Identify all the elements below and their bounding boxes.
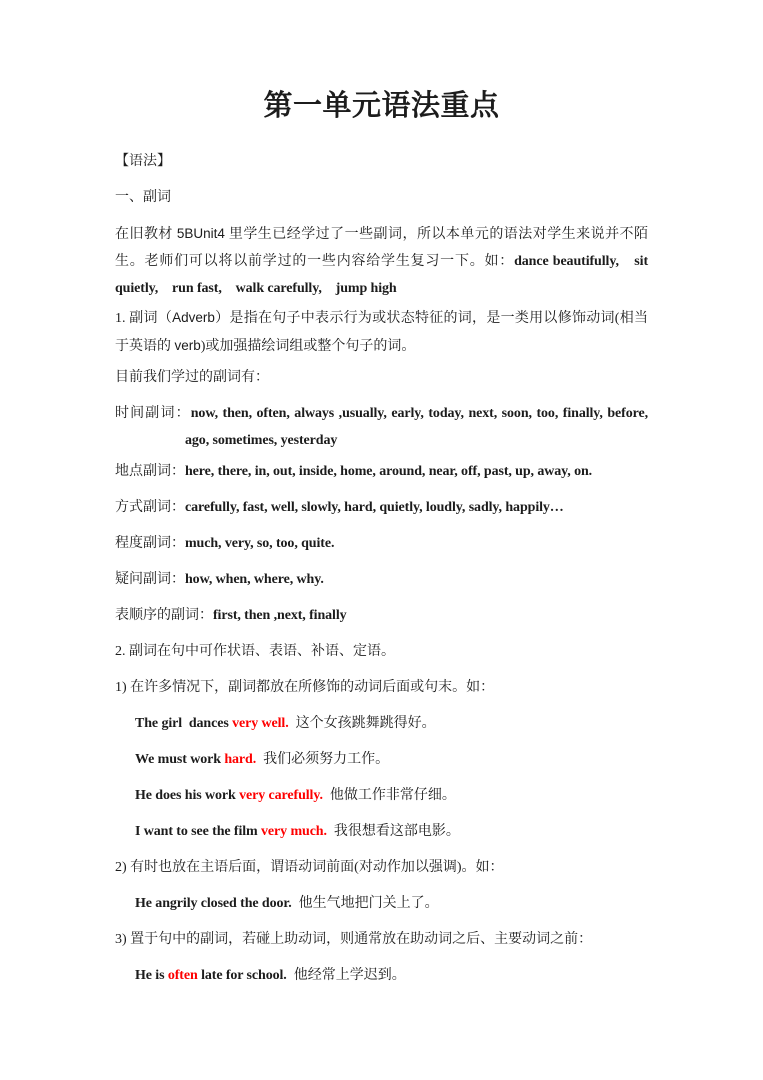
- type-words: much, very, so, too, quite.: [185, 536, 335, 551]
- grammar-tag: 【语法】: [115, 154, 171, 169]
- english-phrase-tail: late for school.: [197, 968, 287, 983]
- document-title: 第一单元语法重点: [263, 90, 500, 122]
- adverb-type-row-question: [115, 566, 648, 593]
- type-words: carefully, fast, well, slowly, hard, quietly, loudly, sadly, happily…: [185, 500, 564, 515]
- type-words: how, when, where, why.: [185, 572, 324, 587]
- adverb-type-row-place: [115, 458, 648, 485]
- adverb-term: Adverb: [172, 310, 215, 325]
- example-sentence: [135, 746, 648, 773]
- rule-2: 2) 有时也放在主语后面，谓语动词前面(对动作加以强调)。如：: [115, 860, 504, 875]
- grammar-point-2: 2. 副词在句中可作状语、表语、补语、定语。: [115, 644, 395, 659]
- example-sentence: [135, 710, 648, 737]
- chinese-translation: 他经常上学迟到。: [286, 968, 406, 983]
- adverb-type-row-time: [115, 400, 648, 454]
- english-phrase: I want to see the film: [135, 824, 262, 839]
- type-label: 程度副词：: [115, 536, 185, 551]
- type-label: 时间副词：: [115, 406, 191, 421]
- rule-3: 3) 置于句中的副词，若碰上助动词，则通常放在助动词之后、主要动词之前：: [115, 932, 593, 947]
- example-sentence: [135, 890, 648, 917]
- type-words: now, then, often, always ,usually, early, today, next, soon, too, finally, before, ago, sometimes, yesterday: [185, 406, 649, 448]
- type-label: 疑问副词：: [115, 572, 185, 587]
- intro-text-cn1: 在旧教材: [115, 227, 177, 242]
- intro-text-cn2: 里学生已经学过了一些副词，所以本单元的语法对学生来说并不陌生。老师们可以将以前学过的一些内容给学生复习一下。如：: [115, 227, 649, 269]
- chinese-translation: 我们必须努力工作。: [256, 752, 390, 767]
- highlighted-adverb: hard.: [224, 752, 257, 767]
- unit-code: 5BUnit4: [176, 226, 225, 241]
- chinese-translation: 他做工作非常仔细。: [322, 788, 456, 803]
- type-label: 表顺序的副词：: [115, 608, 213, 623]
- example-sentence: [135, 782, 648, 809]
- highlighted-adverb: very well.: [232, 716, 289, 731]
- english-phrase: He does his work: [135, 788, 240, 803]
- learned-lead: 目前我们学过的副词有：: [115, 370, 269, 385]
- adverb-type-row-order: [115, 602, 648, 629]
- english-phrase: He angrily closed the door.: [135, 896, 292, 911]
- english-phrase: We must work: [135, 752, 225, 767]
- intro-english-examples: dance beautifully, sit quietly, run fast, walk carefully, jump high: [115, 254, 649, 296]
- rule-1: 1) 在许多情况下，副词都放在所修饰的动词后面或句末。如：: [115, 680, 495, 695]
- english-phrase: The girl dances: [135, 716, 233, 731]
- section-heading: 一、副词: [115, 190, 171, 205]
- type-words: here, there, in, out, inside, home, around, near, off, past, up, away, on.: [185, 464, 593, 479]
- chinese-translation: 这个女孩跳舞跳得好。: [288, 716, 436, 731]
- highlighted-adverb: often: [167, 968, 198, 983]
- definition-cn2: ）是指在句子中表示行为或状态特征的词，是一类用以修饰动词(相当于英语的: [115, 311, 648, 354]
- english-phrase: He is: [135, 968, 168, 983]
- intro-paragraph: [115, 220, 648, 302]
- definition-cn3: )或加强描绘词组或整个句子的词。: [200, 339, 416, 354]
- chinese-translation: 我很想看这部电影。: [326, 824, 460, 839]
- adverb-definition: [115, 304, 648, 360]
- example-sentence: [135, 818, 648, 845]
- highlighted-adverb: very carefully.: [239, 788, 323, 803]
- verb-term: verb: [174, 338, 201, 353]
- adverb-type-row-degree: [115, 530, 648, 557]
- type-label: 方式副词：: [115, 500, 185, 515]
- type-words: first, then ,next, finally: [213, 608, 347, 623]
- example-sentence: [135, 962, 648, 989]
- adverb-type-row-manner: [115, 494, 648, 521]
- chinese-translation: 他生气地把门关上了。: [291, 896, 439, 911]
- highlighted-adverb: very much.: [261, 824, 327, 839]
- type-label: 地点副词：: [115, 464, 185, 479]
- definition-cn1: 1. 副词（: [115, 311, 173, 326]
